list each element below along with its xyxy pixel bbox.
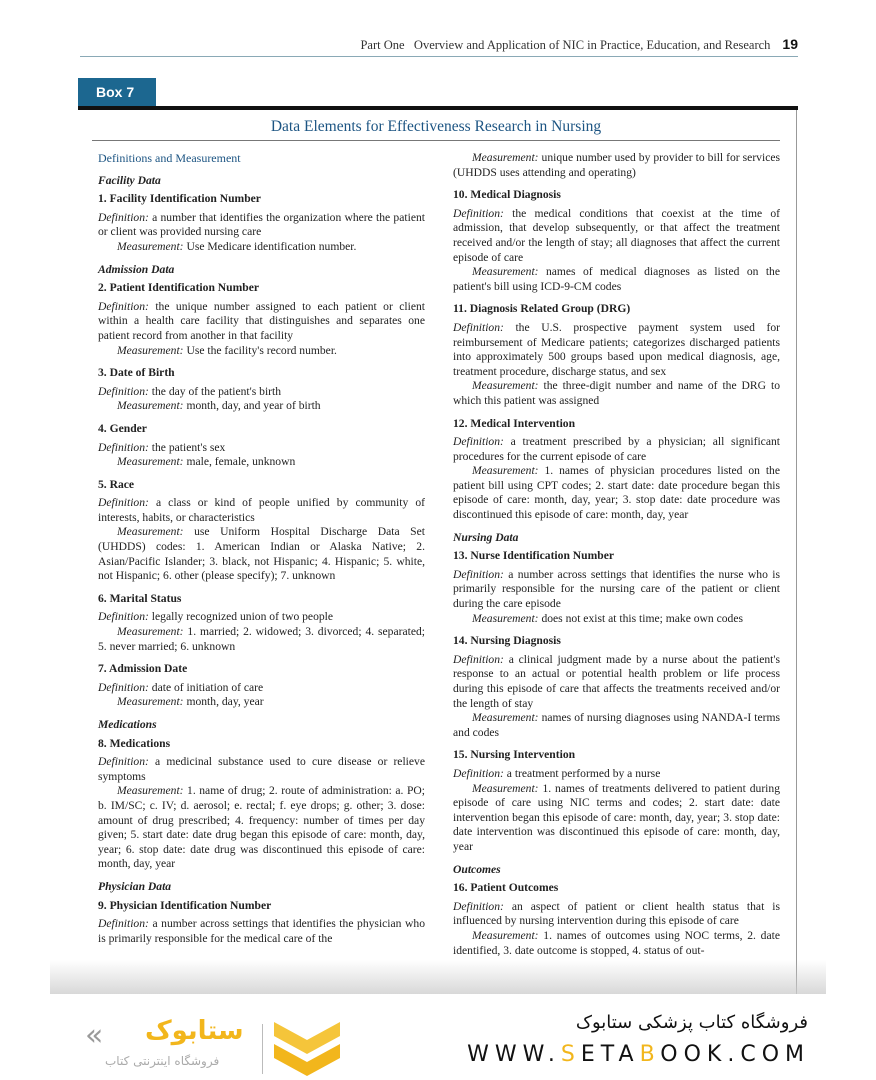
measurement-label: Measurement: [117,239,184,253]
paragraph-text: 1. name of drug; 2. route of administration: a. PO; b. IM/SC; c. IV; d. aerosol; e. rectal; f. eye drops; g. other; 3. dose: amount of drug prescribed; 4. frequency: number of times per day given; 5. start date: date drug began this episode of care: month, day, year; 6. stop date: date drug was discontinued this episode of care: month, day, year [98,784,425,871]
url-part: B [639,1042,661,1067]
store-url [467,1042,810,1067]
definition-paragraph [98,917,425,946]
data-element-title: 3. Date of Birth [98,366,175,380]
paragraph-text: a medicinal substance used to cure disease or relieve symptoms [98,755,425,783]
data-element-title: 4. Gender [98,421,147,435]
definition-label: Definition: [98,210,149,224]
measurement-label: Measurement: [472,611,539,625]
definition-label: Definition: [98,440,149,454]
right-column [453,151,780,958]
definition-paragraph [453,653,780,711]
measurement-label: Measurement: [117,399,184,413]
chevrons-icon: « [85,1018,104,1053]
paragraph-text: a number across settings that identifies the physician who is primarily responsible for the medical care of the [98,917,425,945]
url-part: S [560,1042,581,1067]
subsection-heading: Physician Data [98,879,172,893]
measurement-label: Measurement: [117,525,184,539]
measurement-label: Measurement: [472,711,539,725]
measurement-paragraph [98,455,425,470]
measurement-label: Measurement: [117,625,184,639]
page-bottom-shadow [50,960,826,995]
paragraph-text: 1. names of treatments delivered to patient during episode of care using NIC terms and codes; 2. start date: date intervention began this episode of care: month, day, year; 3. stop date: date intervention was discontinued this episode of care: month, day, year [453,781,780,853]
paragraph-text: names of nursing diagnoses using NANDA-I terms and codes [453,711,780,739]
definition-label: Definition: [453,206,504,220]
measurement-paragraph [453,379,780,408]
measurement-paragraph [453,929,780,958]
paragraph-text: a class or kind of people unified by community of interests, habits, or characteristics [98,496,425,524]
logo-divider [262,1024,263,1074]
measurement-paragraph [453,265,780,294]
data-element-title: 14. Nursing Diagnosis [453,634,561,648]
measurement-label: Measurement: [472,265,539,279]
paragraph-text: month, day, and year of birth [183,399,321,413]
box-right-border [796,110,797,995]
paragraph-text: names of medical diagnoses as listed on the patient's bill using ICD-9-CM codes [453,265,780,293]
paragraph-text: a clinical judgment made by a nurse about the patient's response to an actual or potential health problem or life process during this episode of care that affects the treatments received and/or the length of stay [453,652,780,710]
measurement-paragraph [98,525,425,583]
paragraph-text: Use Medicare identification number. [183,239,357,253]
paragraph-text: a number that identifies the organization where the patient or client was provided nursing care [98,210,425,239]
paragraph-text: 1. married; 2. widowed; 3. divorced; 4. separated; 5. never married; 6. unknown [98,625,425,653]
section-heading: Definitions and Measurement [98,151,241,165]
measurement-paragraph [98,240,425,255]
data-element-title: 15. Nursing Intervention [453,748,576,762]
definition-label: Definition: [98,917,149,931]
measurement-label: Measurement: [117,343,184,357]
data-element-title: 1. Facility Identification Number [98,192,261,206]
measurement-paragraph [453,151,780,180]
paragraph-text: 1. names of physician procedures listed on the patient bill using CPT codes; 2. start date: date procedure began this episode of care: month, day, year; 3. stop date: date procedure was discontinued this episode of care: month, day, year [453,464,780,522]
paragraph-text: the day of the patient's birth [148,384,282,398]
url-part: WWW. [467,1042,561,1067]
data-element-title: 16. Patient Outcomes [453,881,559,895]
definition-label: Definition: [453,435,504,449]
url-part: ETA [580,1042,640,1067]
definition-paragraph [98,755,425,784]
paragraph-text: the three-digit number and name of the DRG to which this patient was assigned [453,379,780,407]
measurement-paragraph [98,695,425,710]
definition-paragraph [453,435,780,464]
definition-paragraph [98,211,425,240]
definition-paragraph [98,681,425,696]
paragraph-text: the unique number assigned to each patient or client within a health care facility that distinguishes and separates one patient record from another in that facility [98,299,425,342]
data-element-title: 5. Race [98,477,135,491]
definition-label: Definition: [98,384,149,398]
running-title: Part One Overview and Application of NIC in Practice, Education, and Research [360,38,771,52]
measurement-label: Measurement: [472,464,539,478]
paragraph-text: 1. names of outcomes using NOC terms, 2. date identified, 3. date outcome is stopped, 4. status of out- [453,928,780,957]
definition-label: Definition: [98,496,149,510]
box-title: Data Elements for Effectiveness Research in Nursing [270,118,602,135]
data-element-title: 12. Medical Intervention [453,416,576,430]
data-element-title: 10. Medical Diagnosis [453,188,561,202]
subsection-heading: Facility Data [98,173,161,187]
paragraph-text: Use the facility's record number. [183,343,337,357]
definition-paragraph [453,767,780,782]
left-column [98,151,425,946]
subsection-heading: Nursing Data [453,530,519,544]
definition-paragraph [98,441,425,456]
definition-label: Definition: [453,567,504,581]
measurement-label: Measurement: [472,379,539,393]
box-top-rule [78,106,798,110]
measurement-paragraph [98,784,425,872]
definition-paragraph [98,300,425,344]
paragraph-text: an aspect of patient or client health status that is influenced by nursing intervention during this episode of care [453,899,780,928]
data-element-title: 6. Marital Status [98,591,182,605]
logo-word: ستابوک [145,1016,244,1046]
title-rule [92,140,780,141]
page-number: 19 [782,36,798,52]
definition-paragraph [453,207,780,265]
paragraph-text: the U.S. prospective payment system used for reimbursement of Medicare patients; categorizes discharged patients into approximately 500 groups based upon medical diagnosis, age, treatment procedure, discharge status, and sex [453,320,780,378]
paragraph-text: month, day, year [183,695,264,709]
measurement-paragraph [98,625,425,654]
definition-paragraph [98,496,425,525]
paragraph-text: legally recognized union of two people [148,610,334,624]
definition-label: Definition: [453,899,504,913]
definition-label: Definition: [98,610,149,624]
paragraph-text: the patient's sex [148,440,226,454]
url-part: OOK.COM [660,1042,810,1067]
header-rule [80,56,798,57]
measurement-label: Measurement: [117,455,184,469]
logo-subtitle: فروشگاه اینترنتی کتاب [105,1054,220,1068]
paragraph-text: use Uniform Hospital Discharge Data Set (UHDDS) codes: 1. American Indian or Alaska Native; 2. Asian/Pacific Islander; 3. black, not Hispanic; 4. Hispanic; 5. white, not Hispanic; 6. other (please specify); 7. unknown [98,525,425,583]
definition-label: Definition: [453,652,504,666]
data-element-title: 9. Physician Identification Number [98,898,272,912]
definition-paragraph [453,900,780,929]
measurement-paragraph [453,612,780,627]
measurement-label: Measurement: [472,151,539,164]
definition-paragraph [453,568,780,612]
subsection-heading: Medications [98,718,157,731]
measurement-label: Measurement: [472,928,539,942]
running-header [360,36,798,53]
definition-label: Definition: [453,766,504,780]
paragraph-text: unique number used by provider to bill for services (UHDDS uses attending and operating) [453,151,780,179]
shield-chevron-icon [272,1018,342,1080]
measurement-label: Measurement: [117,784,184,798]
subsection-heading: Admission Data [98,262,175,276]
measurement-paragraph [98,399,425,414]
paragraph-text: does not exist at this time; make own codes [538,611,744,625]
paragraph-text: a number across settings that identifies the nurse who is primarily responsible for the nursing care of the patient or client during the care episode [453,567,780,611]
paragraph-text: male, female, unknown [183,455,296,469]
measurement-paragraph [453,711,780,740]
measurement-paragraph [453,782,780,855]
definition-label: Definition: [98,755,149,769]
definition-label: Definition: [453,320,504,334]
data-element-title: 11. Diagnosis Related Group (DRG) [453,302,631,316]
box-label: Box 7 [78,78,156,107]
data-element-title: 8. Medications [98,736,171,750]
paragraph-text: a treatment prescribed by a physician; all significant procedures for the current episode of care [453,435,780,463]
data-element-title: 13. Nurse Identification Number [453,549,615,563]
subsection-heading: Outcomes [453,862,501,876]
measurement-label: Measurement: [117,695,184,709]
measurement-paragraph [453,464,780,522]
data-element-title: 7. Admission Date [98,662,188,676]
definition-paragraph [98,385,425,400]
definition-paragraph [453,321,780,379]
watermark-footer [0,994,876,1080]
paragraph-text: a treatment performed by a nurse [503,766,661,780]
measurement-paragraph [98,344,425,359]
definition-label: Definition: [98,680,149,694]
definition-paragraph [98,610,425,625]
definition-label: Definition: [98,299,149,313]
measurement-label: Measurement: [472,781,539,795]
paragraph-text: the medical conditions that coexist at the time of admission, that develop subsequently, or that affect the treatment received and/or the length of stay; all diagnoses that affect the current episode of care [453,206,780,264]
store-name: فروشگاه کتاب پزشکی ستابوک [575,1012,808,1033]
paragraph-text: date of initiation of care [148,680,264,694]
data-element-title: 2. Patient Identification Number [98,281,260,295]
